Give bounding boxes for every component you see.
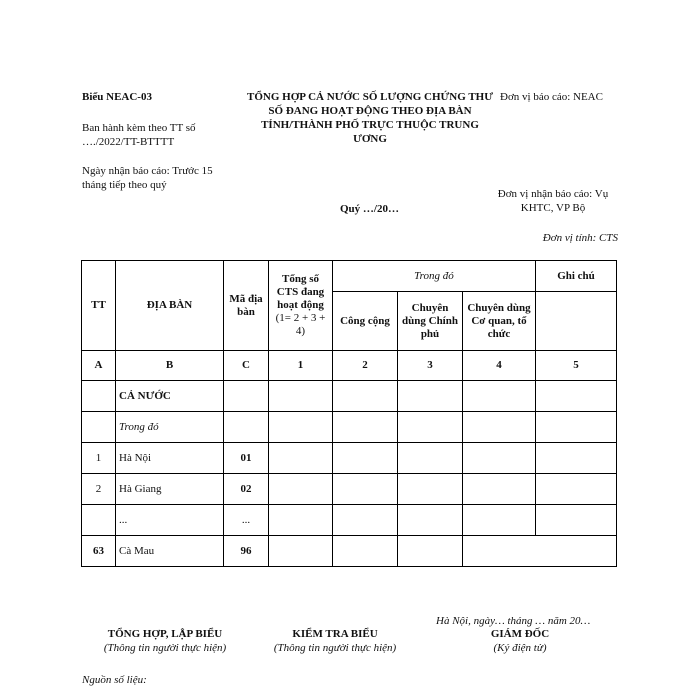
sig2-note: (Thông tin người thực hiện) xyxy=(273,642,397,654)
row-tt xyxy=(82,505,116,536)
sig1-title: TỔNG HỢP, LẬP BIỂU xyxy=(107,628,223,640)
header-region: ĐỊA BÀN xyxy=(116,261,224,351)
receiving-unit: Đơn vị nhận báo cáo: Vụ KHTC, VP Bộ xyxy=(497,188,609,214)
place-date: Hà Nội, ngày… tháng … năm 20… xyxy=(436,615,591,627)
row-cell xyxy=(398,381,463,412)
receive-date: Ngày nhận báo cáo: Trước 15 tháng tiếp theo quý xyxy=(82,165,213,191)
header-total-formula: (1= 2 + 3 + 4) xyxy=(275,312,326,337)
table-row xyxy=(82,505,617,536)
form-code: Biểu NEAC-03 xyxy=(82,91,152,103)
sig2-title: KIỂM TRA BIỂU xyxy=(292,628,378,640)
report-title: TỔNG HỢP CẢ NƯỚC SỐ LƯỢNG CHỨNG THƯ SỐ ĐANG HOẠT ĐỘNG THEO ĐỊA BÀN TỈNH/THÀNH PHỐ TRỰC THUỘC TRUNG ƯƠNG xyxy=(247,91,493,145)
row-cell xyxy=(398,412,463,443)
row-cell xyxy=(463,381,536,412)
row-cell xyxy=(398,474,463,505)
row-code: ... xyxy=(224,505,269,536)
letter-cell: 2 xyxy=(333,351,398,381)
table-row xyxy=(82,443,617,474)
sig1-note: (Thông tin người thực hiện) xyxy=(103,642,227,654)
row-code: 01 xyxy=(224,443,269,474)
row-cell xyxy=(333,381,398,412)
row-name: Trong đó xyxy=(116,412,224,443)
row-cell xyxy=(463,443,536,474)
table-row xyxy=(82,381,617,412)
row-cell xyxy=(536,505,617,536)
row-cell xyxy=(398,505,463,536)
letter-cell: 4 xyxy=(463,351,536,381)
letter-cell: 1 xyxy=(269,351,333,381)
row-name: Hà Giang xyxy=(116,474,224,505)
row-code: 02 xyxy=(224,474,269,505)
row-cell-merged xyxy=(463,536,617,567)
row-cell xyxy=(536,474,617,505)
signature-checker xyxy=(255,627,415,655)
header-total-label: Tổng số CTS đang hoạt động xyxy=(276,273,325,311)
table-row xyxy=(82,412,617,443)
table-row xyxy=(82,536,617,567)
row-cell xyxy=(269,412,333,443)
header-agency: Chuyên dùng Cơ quan, tổ chức xyxy=(463,292,536,351)
reporting-unit: Đơn vị báo cáo: NEAC xyxy=(500,91,603,103)
letter-cell: 3 xyxy=(398,351,463,381)
header-public: Công cộng xyxy=(333,292,398,351)
row-name: Cà Mau xyxy=(116,536,224,567)
row-cell xyxy=(333,412,398,443)
row-cell xyxy=(463,505,536,536)
row-cell xyxy=(463,474,536,505)
row-code: 96 xyxy=(224,536,269,567)
letter-cell: 5 xyxy=(536,351,617,381)
row-cell xyxy=(333,536,398,567)
data-source: Nguồn số liệu: xyxy=(82,674,147,686)
row-tt: 1 xyxy=(82,443,116,474)
row-cell xyxy=(269,474,333,505)
row-name: ... xyxy=(116,505,224,536)
row-code xyxy=(224,381,269,412)
header-tt: TT xyxy=(82,261,116,351)
row-cell xyxy=(398,536,463,567)
row-cell xyxy=(333,474,398,505)
signature-compiler xyxy=(85,627,245,655)
row-cell xyxy=(269,443,333,474)
letter-cell: C xyxy=(224,351,269,381)
row-name: Hà Nội xyxy=(116,443,224,474)
row-cell xyxy=(536,412,617,443)
unit-of-measure: Đơn vị tính: CTS xyxy=(542,232,618,244)
sig3-title: GIÁM ĐỐC xyxy=(490,628,550,640)
row-cell xyxy=(269,505,333,536)
issued-with: Ban hành kèm theo TT số …./2022/TT-BTTTT xyxy=(82,122,196,148)
letter-cell: A xyxy=(82,351,116,381)
column-letters-row xyxy=(82,351,617,381)
table-row xyxy=(82,474,617,505)
row-cell xyxy=(536,381,617,412)
row-code xyxy=(224,412,269,443)
signature-director xyxy=(455,627,585,655)
report-table xyxy=(81,260,617,567)
header-total xyxy=(269,261,333,351)
row-cell xyxy=(463,412,536,443)
header-note-empty xyxy=(536,292,617,351)
header-gov: Chuyên dùng Chính phủ xyxy=(398,292,463,351)
row-name: CẢ NƯỚC xyxy=(116,381,224,412)
row-cell xyxy=(269,381,333,412)
row-tt: 63 xyxy=(82,536,116,567)
header-of-which: Trong đó xyxy=(333,261,536,292)
header-note: Ghi chú xyxy=(536,261,617,292)
row-tt xyxy=(82,412,116,443)
row-cell xyxy=(333,443,398,474)
row-cell xyxy=(269,536,333,567)
row-cell xyxy=(536,443,617,474)
row-tt: 2 xyxy=(82,474,116,505)
row-cell xyxy=(333,505,398,536)
row-cell xyxy=(398,443,463,474)
row-tt xyxy=(82,381,116,412)
sig3-note: (Ký điện tử) xyxy=(493,642,547,654)
letter-cell: B xyxy=(116,351,224,381)
quarter: Quý …/20… xyxy=(340,203,399,215)
header-code: Mã địa bàn xyxy=(224,261,269,351)
